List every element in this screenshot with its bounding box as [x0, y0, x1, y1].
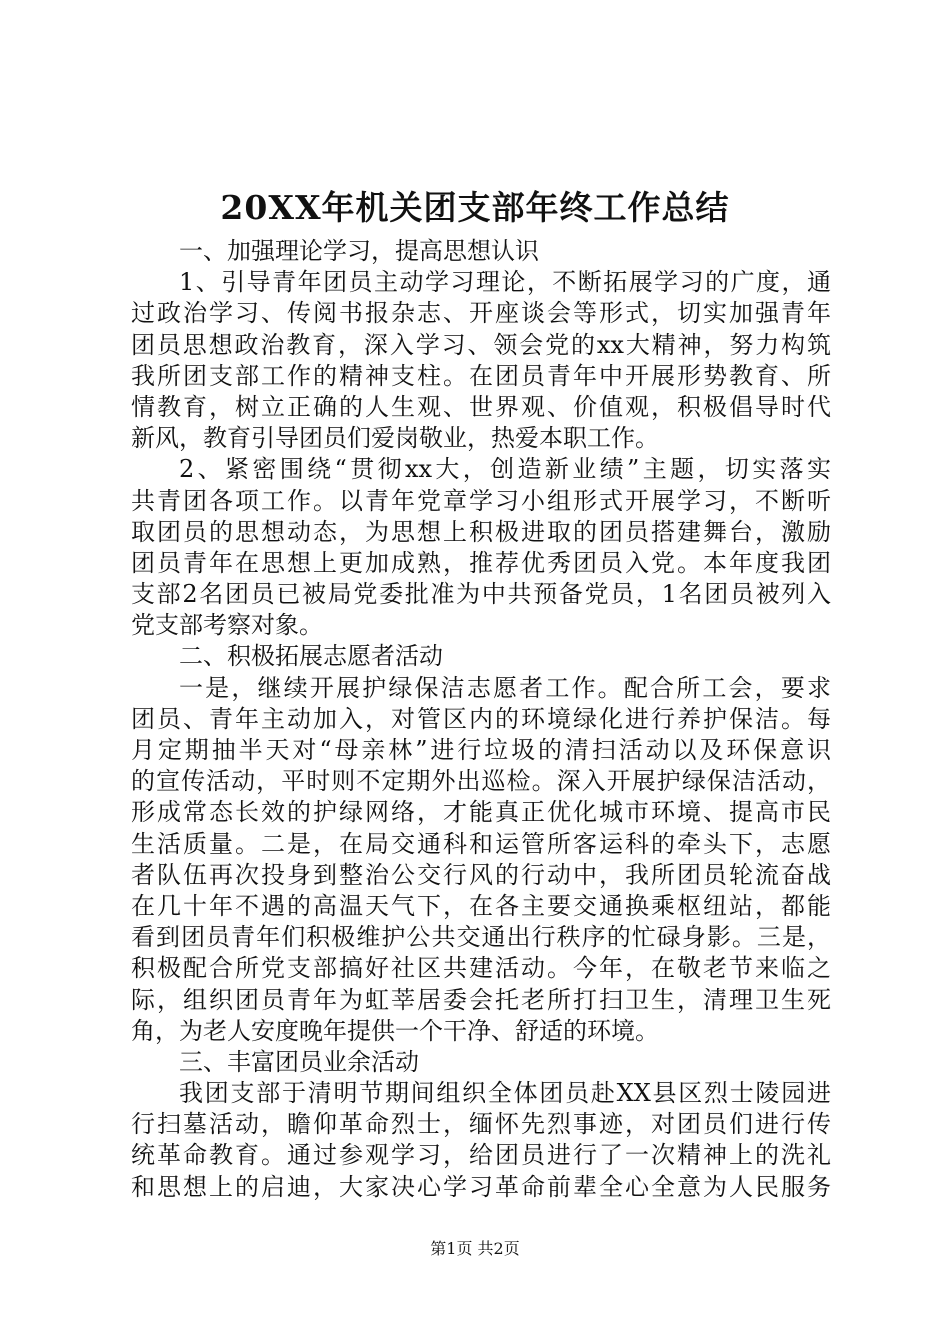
text-line: 一、加强理论学习，提高思想认识: [179, 237, 539, 265]
text-line: 看到团员青年们积极维护公共交通出行秩序的忙碌身影。三是，: [131, 923, 831, 952]
text-line: 生活质量。二是，在局交通科和运管所客运科的牵头下，志愿: [131, 829, 831, 858]
text-line: 团员、青年主动加入，对管区内的环境绿化进行养护保洁。每: [131, 704, 831, 733]
text-line: 1、引导青年团员主动学习理论，不断拓展学习的广度，通: [179, 268, 831, 297]
text-line: 统革命教育。通过参观学习，给团员进行了一次精神上的洗礼: [131, 1141, 831, 1170]
document-title: 20XX年机关团支部年终工作总结: [220, 188, 730, 227]
document-body: [131, 236, 831, 1203]
text-line: 共青团各项工作。以青年党章学习小组形式开展学习，不断听: [131, 486, 831, 515]
text-line: 团员青年在思想上更加成熟，推荐优秀团员入党。本年度我团: [131, 548, 831, 577]
text-line: 取团员的思想动态，为思想上积极进取的团员搭建舞台，激励: [131, 517, 831, 546]
text-line: 新风，教育引导团员们爱岗敬业，热爱本职工作。: [131, 424, 659, 453]
text-line: 一是，继续开展护绿保洁志愿者工作。配合所工会，要求: [179, 673, 831, 702]
text-line: 我团支部于清明节期间组织全体团员赴XX县区烈士陵园进: [179, 1079, 831, 1108]
text-line: 我所团支部工作的精神支柱。在团员青年中开展形势教育、所: [131, 361, 831, 390]
text-line: 团员思想政治教育，深入学习、领会党的xx大精神，努力构筑: [131, 330, 831, 359]
text-line: 党支部考察对象。: [131, 611, 323, 640]
text-line: 支部2名团员已被局党委批准为中共预备党员，1名团员被列入: [131, 580, 831, 609]
text-line: 三、丰富团员业余活动: [179, 1047, 419, 1076]
text-line: 的宣传活动，平时则不定期外出巡检。深入开展护绿保洁活动，: [131, 767, 831, 796]
text-line: 积极配合所党支部搞好社区共建活动。今年，在敬老节来临之: [131, 954, 831, 983]
text-line: 二、积极拓展志愿者活动: [179, 642, 443, 671]
text-line: 行扫墓活动，瞻仰革命烈士，缅怀先烈事迹，对团员们进行传: [131, 1110, 831, 1139]
text-line: 月定期抽半天对“母亲林”进行垃圾的清扫活动以及环保意识: [131, 736, 831, 764]
text-line: 情教育，树立正确的人生观、世界观、价值观，积极倡导时代: [131, 392, 831, 421]
text-line: 际，组织团员青年为虹莘居委会托老所打扫卫生，清理卫生死: [131, 985, 831, 1014]
text-line: 和思想上的启迪，大家决心学习革命前辈全心全意为人民服务: [131, 1172, 831, 1201]
text-line: 过政治学习、传阅书报杂志、开座谈会等形式，切实加强青年: [131, 299, 831, 328]
text-line: 2、紧密围绕“贯彻xx大，创造新业绩”主题，切实落实: [179, 455, 831, 484]
text-line: 形成常态长效的护绿网络，才能真正优化城市环境、提高市民: [131, 798, 831, 827]
page-footer: 第1页 共2页: [430, 1239, 520, 1258]
text-line: 在几十年不遇的高温天气下，在各主要交通换乘枢纽站，都能: [131, 891, 831, 920]
text-line: 角，为老人安度晚年提供一个干净、舒适的环境。: [131, 1016, 659, 1045]
text-line: 者队伍再次投身到整治公交行风的行动中，我所团员轮流奋战: [131, 860, 831, 889]
